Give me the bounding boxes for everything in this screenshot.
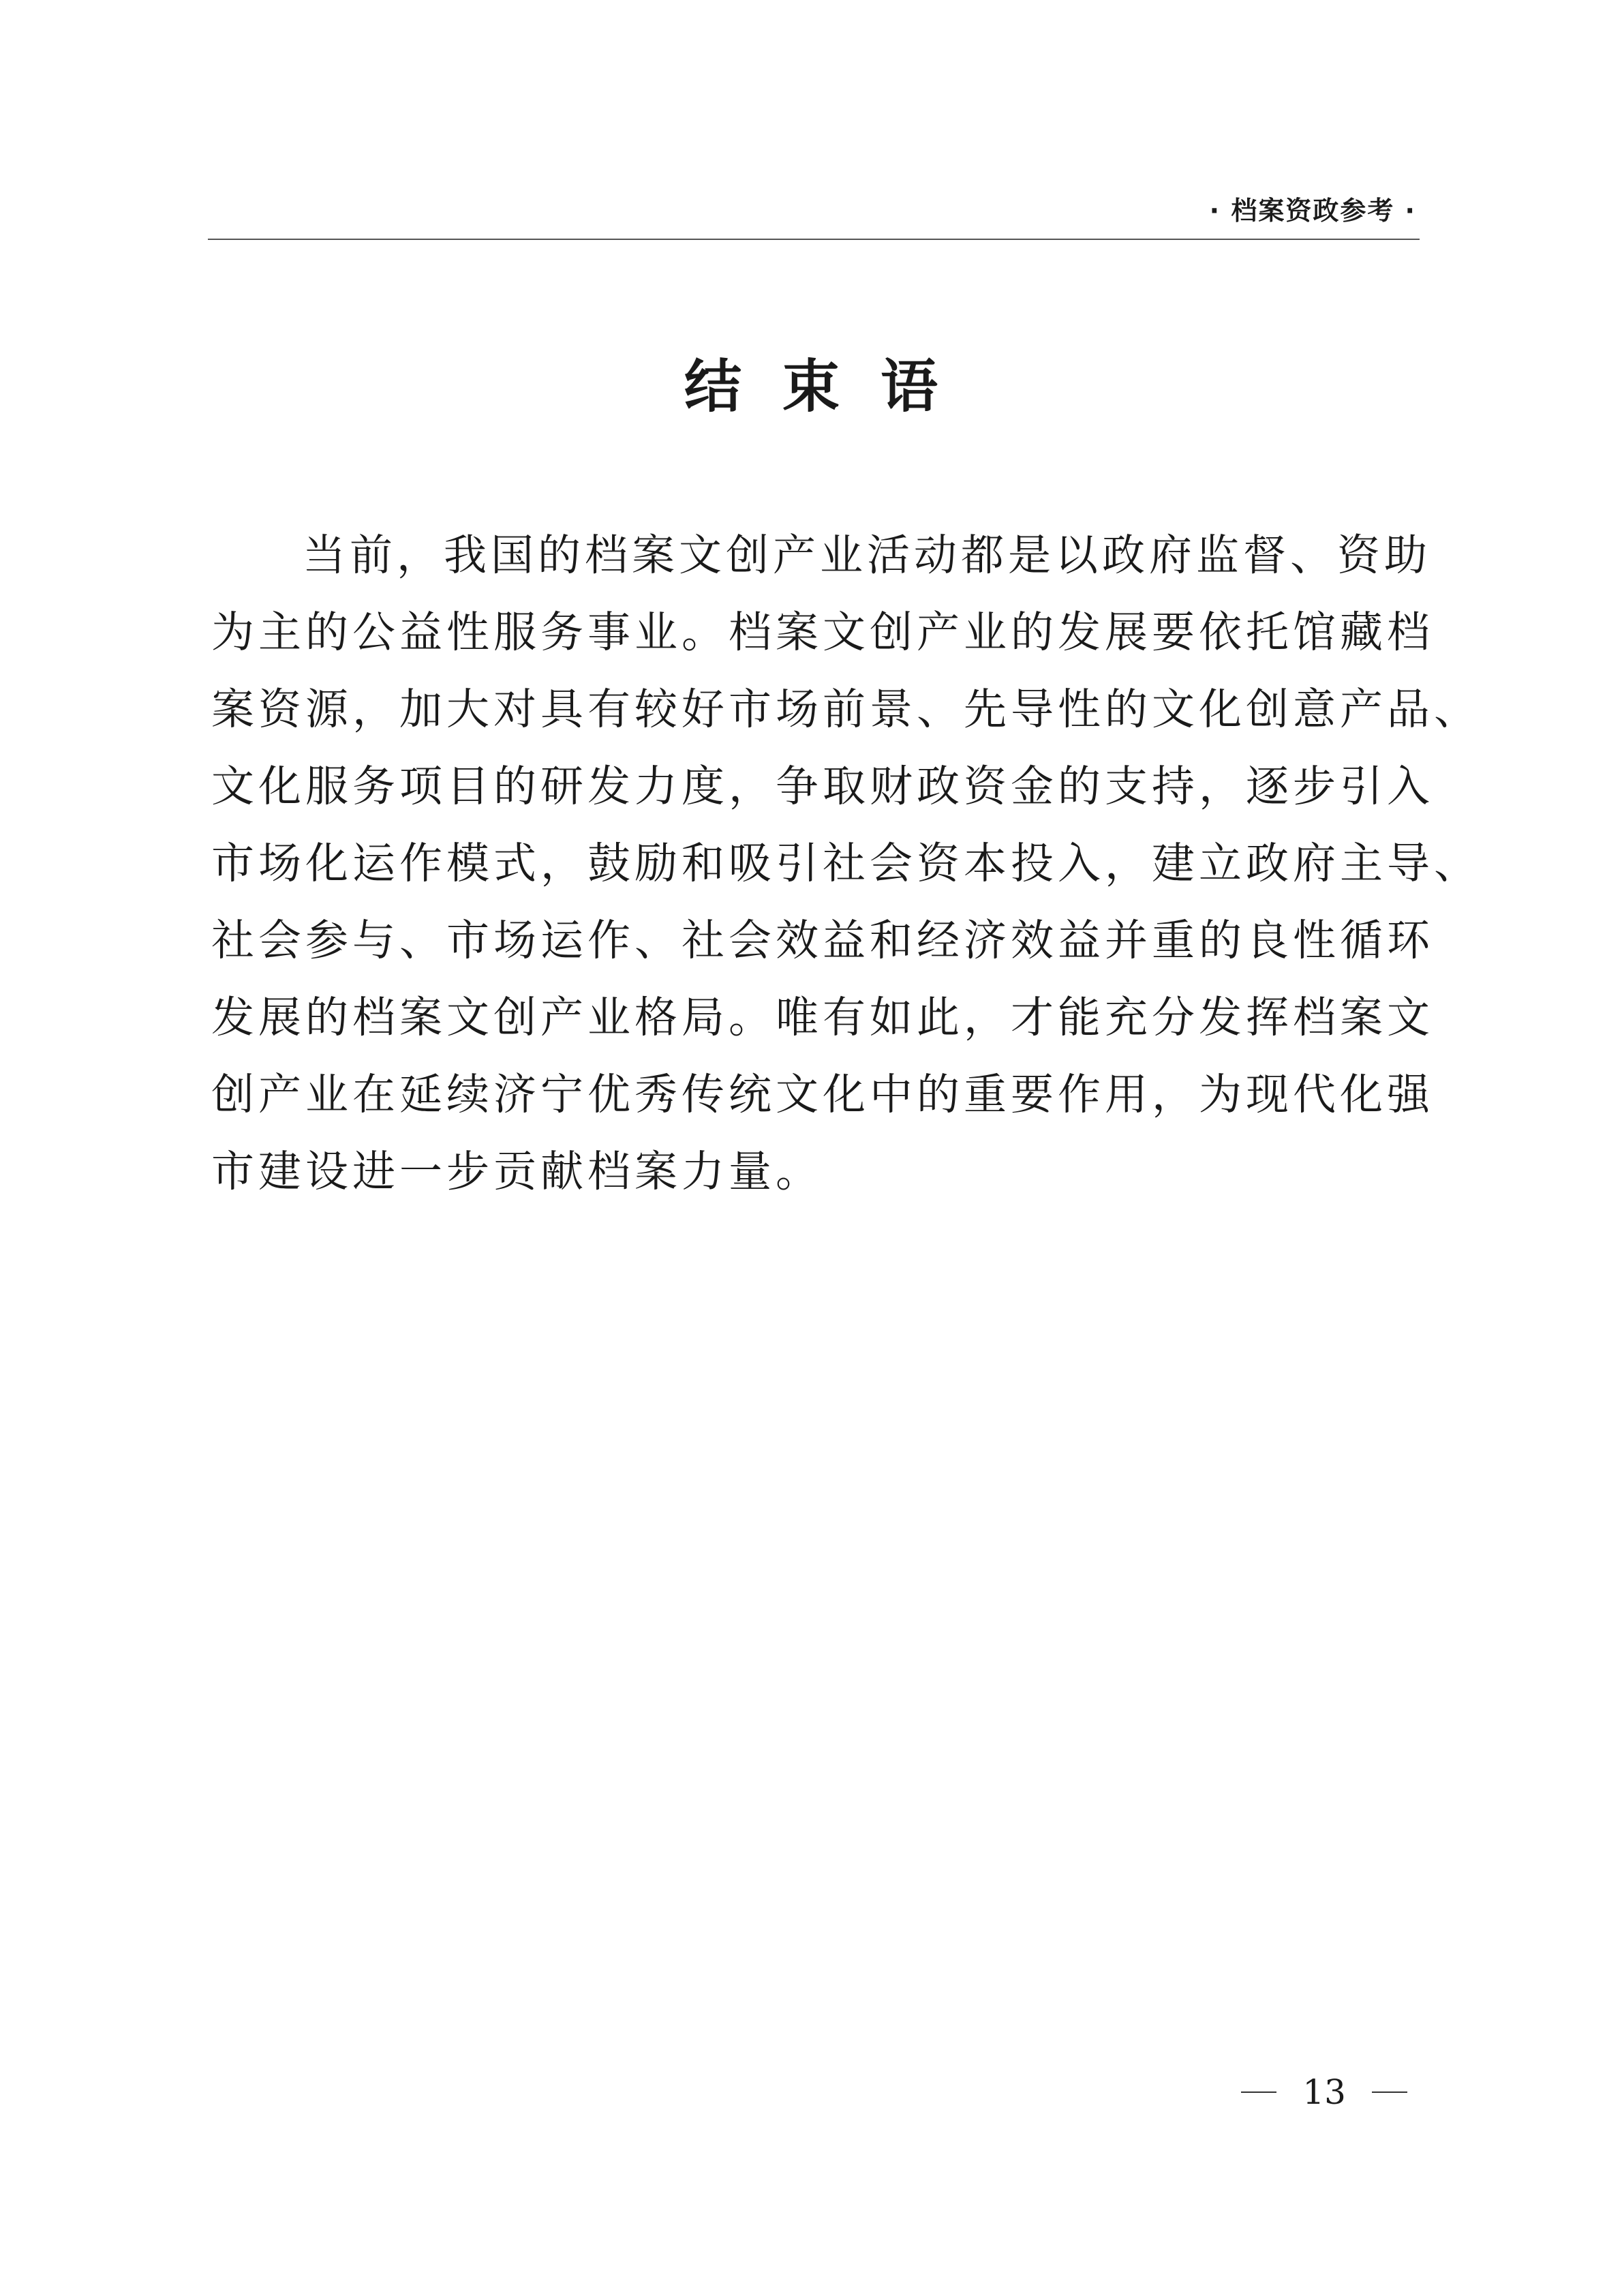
page-number: 13 (1302, 2072, 1346, 2112)
page-number-footer (1241, 2072, 1407, 2112)
section-title: 结束语 (684, 352, 979, 420)
header-divider (208, 239, 1420, 240)
body-paragraph (211, 517, 1481, 1210)
right-dash (1372, 2091, 1407, 2093)
paragraph-line: 社会参与、市场运作、社会效益和经济效益并重的良性循环 (211, 916, 1434, 965)
paragraph-line: 创产业在延续济宁优秀传统文化中的重要作用，为现代化强 (211, 1070, 1434, 1119)
paragraph-line: 案资源，加大对具有较好市场前景、先导性的文化创意产品、 (211, 684, 1481, 734)
running-header: · 档案资政参考 · (1209, 196, 1416, 226)
paragraph-line: 当前，我国的档案文创产业活动都是以政府监督、资助 (303, 530, 1431, 580)
paragraph-line: 市场化运作模式，鼓励和吸引社会资本投入，建立政府主导、 (211, 839, 1481, 888)
paragraph-line: 市建设进一步贡献档案力量。 (211, 1147, 823, 1196)
left-dash (1241, 2091, 1276, 2093)
paragraph-line: 为主的公益性服务事业。档案文创产业的发展要依托馆藏档 (211, 607, 1434, 657)
paragraph-line: 发展的档案文创产业格局。唯有如此，才能充分发挥档案文 (211, 993, 1434, 1042)
paragraph-line: 文化服务项目的研发力度，争取财政资金的支持，逐步引入 (211, 761, 1434, 811)
